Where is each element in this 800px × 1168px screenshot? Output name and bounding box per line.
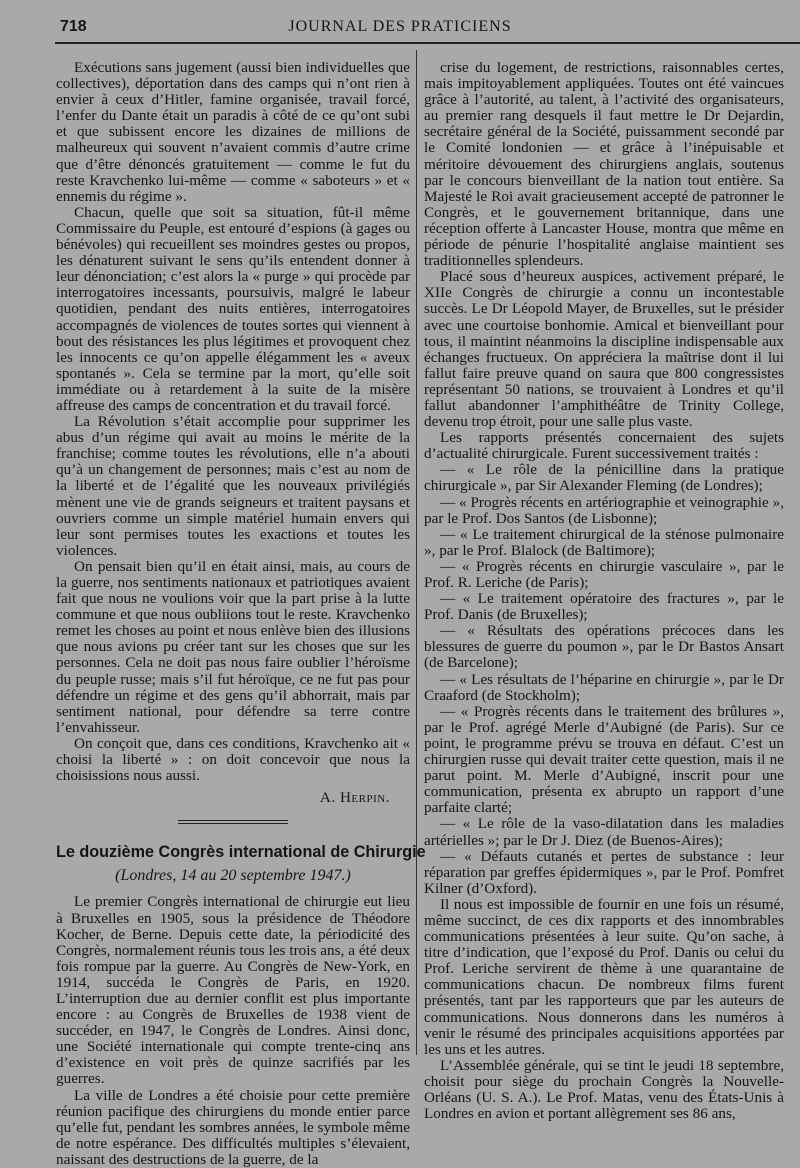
header-rule <box>55 42 800 44</box>
paragraph: Il nous est impossible de fournir en une fois un résumé, même succinct, de ces dix rapports et des innombrables communications présentées à leur suite. Qu’on sache, à titre d’indication, que l’exposé du Prof. Danis ou celui du Prof. Leriche servirent de thème à une quarantaine de communications chacun. De nombreux films furent présentés, tant par les rapporteurs que par les auteurs de communications. Nous donnerons dans les numéros à venir le résumé des principales acquisitions apportées par les uns et les autres. <box>424 895 784 1058</box>
report-item: — « Défauts cutanés et pertes de substance : leur réparation par greffes épidermiques », par le Prof. Pomfret Kilner (d’Oxford). <box>424 847 784 897</box>
journal-title: JOURNAL DES PRATICIENS <box>288 18 512 35</box>
paragraph: crise du logement, de restrictions, raisonnables certes, mais impitoyablement appliquées. Toutes ont été vaincues grâce à l’autorité, au talent, à l’activité des organisateurs, au premier rang desquels il faut mettre le Dr Dejardin, secrétaire général de la Société, puissamment secondé par le Comité londonien — et grâce à l’inépuisable et méritoire dévouement des chirurgiens anglais, soutenus par le concours bienveillant de la nation tout entière. Sa Majesté le Roi avait gracieusement accepté de patronner le Congrès, et le gouvernement britannique, dans une réception offerte à Lancaster House, montra que même en période de pénurie l’hospitalité anglaise maintient ses traditionnelles splendeurs. <box>424 59 784 270</box>
paragraph: Les rapports présentés concernaient des sujets d’actualité chirurgicale. Furent successivement traités : <box>424 429 784 463</box>
paragraph: Placé sous d’heureux auspices, activement préparé, le XIIe Congrès de chirurgie a connu un incontestable succès. Le Dr Léopold Mayer, de Bruxelles, sut le présider avec une courtoise bonhomie. Amical et bienveillant pour tous, il maintint néanmoins la discipline indispensable aux échanges fructueux. On appréciera la maîtrise dont il lui fallut faire preuve quand on saura que 800 congressistes représentant 50 nations, se trouvaient à Londres et qu’il fallut abandonner l’amphithéâtre de Trinity College, devenu trop étroit, pour une salle plus vaste. <box>424 268 784 431</box>
right-column <box>424 60 784 1122</box>
report-item: — « Le traitement chirurgical de la sténose pulmonaire », par le Prof. Blalock (de Baltimore); <box>424 525 784 559</box>
report-item: — « Progrès récents en chirurgie vasculaire », par le Prof. R. Leriche (de Paris); <box>424 557 784 591</box>
paragraph: L’Assemblée générale, qui se tint le jeudi 18 septembre, choisit pour siège du prochain Congrès la Nouvelle-Orléans (U. S. A.). Le Prof. Matas, venu des États-Unis à Londres en avion et portant allègrement ses 86 ans, <box>424 1056 784 1123</box>
paragraph: La Révolution s’était accomplie pour supprimer les abus d’un régime qui avait au moins le mérite de la franchise; comme toutes les révolutions, elle n’a abouti qu’à un changement de personnes; mais c’est au nom de la liberté et de l’égalité que les nouveaux privilégiés mènent une vie de grands seigneurs et traitent paysans et ouvriers comme un simple matériel humain envers qui leur sont permises toutes les exactions et toutes les violences. <box>56 413 410 559</box>
report-item: — « Le rôle de la pénicilline dans la pratique chirurgicale », par Sir Alexander Fleming (de Londres); <box>424 461 784 495</box>
page-header <box>0 0 800 40</box>
article-title: Le douzième Congrès international de Chirurgie <box>56 843 426 862</box>
page-number: 718 <box>60 18 87 35</box>
paragraph: Exécutions sans jugement (aussi bien individuelles que collectives), déportation dans des camps qui n’ont rien à envier à ceux d’Hitler, famine organisée, travail forcé, l’enfer du Dante était un paradis à côté de ce qu’ont subi et que subissent encore les dizaines de millions de malheureux qui souvent n’avaient commis d’autre crime que d’être dénoncés gratuitement — comme le fut du reste Kravchenko lui-même — comme « saboteurs » et « ennemis du régime ». <box>56 59 410 205</box>
author-signature: A. Herpin. <box>319 789 390 807</box>
paragraph: La ville de Londres a été choisie pour cette première réunion pacifique des chirurgiens du monde entier parce qu’elle fut, pendant les sombres années, le symbole même de notre espérance. Des difficultés multiples s’élevaient, naissant des destructions de la guerre, de la <box>56 1086 410 1168</box>
paragraph: Chacun, quelle que soit sa situation, fût-il même Commissaire du Peuple, est entouré d’espions (à gages ou bénévoles) qui recueillent ses moindres gestes ou propos, les dénaturent suivant le sens qu’ils entendent donner à leur dénonciation; c’est alors la « purge » qui procède par interrogatoires incessants, poursuivis, malgré le labeur quotidien, pendant des nuits entières, interrogatoires accompagnés de violences de toutes sortes qui viennent à bout des résistances les plus légitimes et provoquent chez les innocents ce qu’on appelle élégamment les « aveux spontanés ». Cela se termine par la mort, qu’elle soit immédiate ou à retardement à la suite de la misère affreuse des camps de concentration et du travail forcé. <box>56 203 410 414</box>
report-item: — « Les résultats de l’héparine en chirurgie », par le Dr Craaford (de Stockholm); <box>424 670 784 704</box>
report-item: — « Résultats des opérations précoces dans les blessures de guerre du poumon », par le Dr Bastos Ansart (de Barcelone); <box>424 622 784 672</box>
article-subtitle: (Londres, 14 au 20 septembre 1947.) <box>115 867 351 885</box>
paragraph: On conçoit que, dans ces conditions, Kravchenko ait « choisi la liberté » : on doit concevoir que nous la choisissions nous aussi. <box>56 734 410 785</box>
report-item: — « Le rôle de la vaso-dilatation dans les maladies artérielles »; par le Dr J. Diez (de Buenos-Aires); <box>424 815 784 849</box>
report-item: — « Le traitement opératoire des fractures », par le Prof. Danis (de Bruxelles); <box>424 590 784 624</box>
report-item: — « Progrès récents dans le traitement des brûlures », par le Prof. agrégé Merle d’Aubigné (de Paris). Sur ce point, le programme prévu se trouva en défaut. C’est un chirurgien russe qui devait traiter cette question, mais il ne parut point. M. Merle d’Aubigné, inscrit pour une communication, présenta ex abrupto un rapport d’une parfaite clarté; <box>424 702 784 817</box>
report-item: — « Progrès récents en artériographie et veinographie », par le Prof. Dos Santos (de Lisbonne); <box>424 493 784 527</box>
section-separator <box>178 820 288 824</box>
paragraph: Le premier Congrès international de chirurgie eut lieu à Bruxelles en 1905, sous la présidence de Théodore Kocher, de Berne. Depuis cette date, la périodicité des Congrès, normalement réunis tous les trois ans, a été deux fois rompue par la guerre. Au Congrès de New-York, en 1914, succéda le Congrès de Paris, en 1920. L’interruption due au dernier conflit est plus importante encore : au Congrès de Bruxelles de 1938 vient de succéder, en 1947, le Congrès de Londres. Ainsi donc, une Société internationale qui compte trente-cinq ans d’existence en voit près de quinze sacrifiés par les guerres. <box>56 893 410 1088</box>
left-column <box>56 59 426 1168</box>
column-divider <box>416 50 417 1055</box>
paragraph: On pensait bien qu’il en était ainsi, mais, au cours de la guerre, nos sentiments nationaux et patriotiques avaient fait que nous ne voulions voir que la part prise à la lutte commune et que nous oubliions tout le reste. Kravchenko remet les choses au point et nous enlève bien des illusions que nous avions pu créer tant sur les choses que sur les personnes. Cela ne doit pas nous faire oublier l’héroïsme du peuple russe; mais s’il fut héroïque, ce ne fut pas pour défendre un régime et des gens qu’il abhorrait, mais par sentiment national, pour défendre sa terre contre l’envahisseur. <box>56 557 410 736</box>
